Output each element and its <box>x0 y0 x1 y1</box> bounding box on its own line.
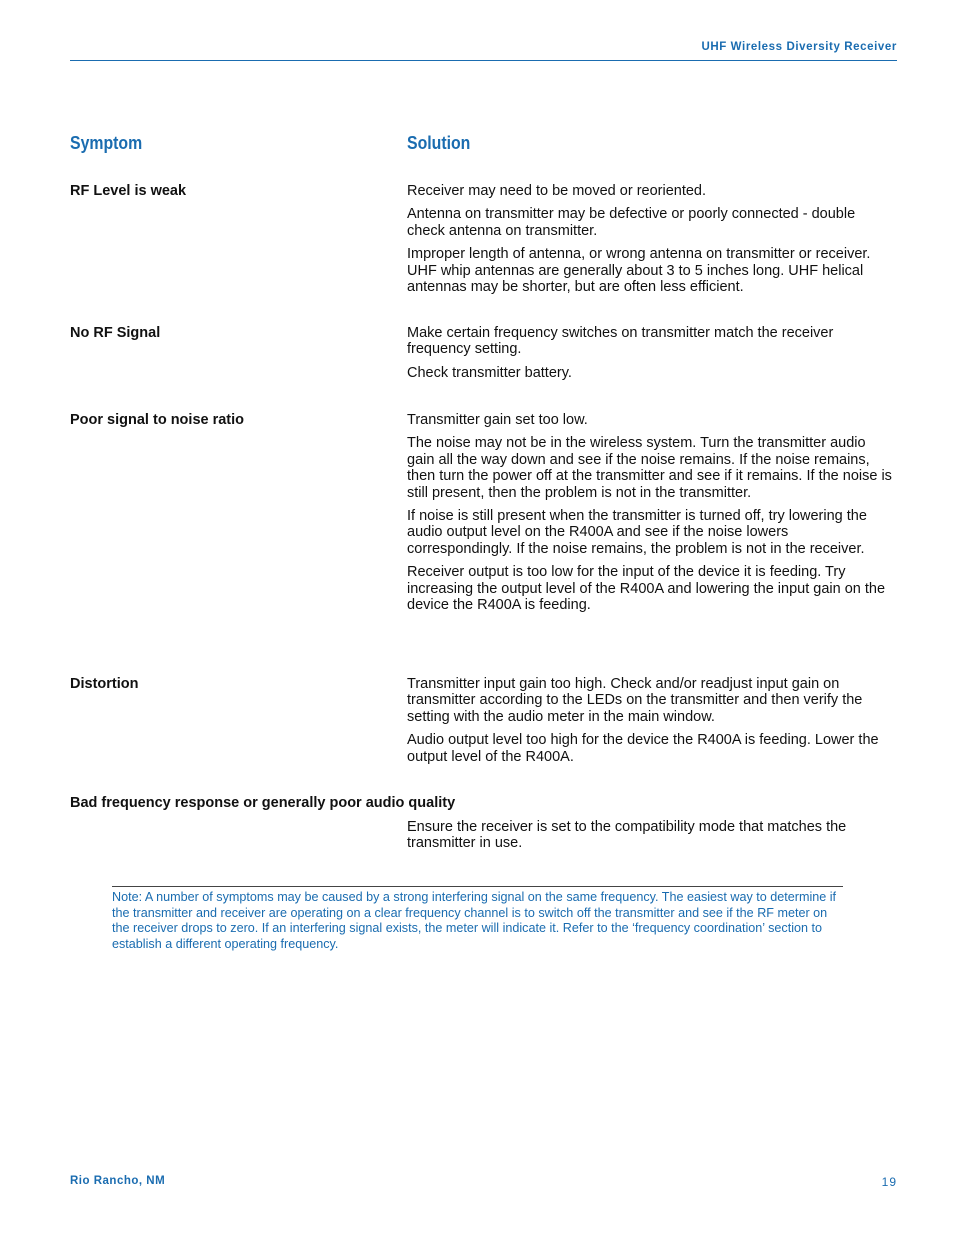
running-header-title: UHF Wireless Diversity Receiver <box>701 41 897 53</box>
solution-text: Ensure the receiver is set to the compatibility mode that matches the transmitter in use. <box>407 819 847 852</box>
solution-block-rf-level-weak <box>407 183 893 302</box>
solution-text: Transmitter input gain too high. Check and/or readjust input gain on transmitter according to the LEDs on the transmitter and then verify the setting with the audio meter in the main window. <box>407 676 863 725</box>
solution-text: Audio output level too high for the device the R400A is feeding. Lower the output level of the R400A. <box>407 732 879 765</box>
header-rule <box>70 60 897 61</box>
symptom-distortion: Distortion <box>70 676 139 692</box>
solution-block-bad-frequency-response <box>407 819 893 859</box>
symptom-no-rf-signal: No RF Signal <box>70 325 161 341</box>
solution-text: Improper length of antenna, or wrong antenna on transmitter or receiver. UHF whip antennas are generally about 3 to 5 inches long. UHF helical antennas may be shorter, but are often less efficient. <box>407 246 871 296</box>
note-rule <box>112 886 843 887</box>
solution-text: If noise is still present when the transmitter is turned off, try lowering the audio output level on the R400A and see if the noise lowers correspondingly. If the noise remains, the problem is not in the receiver. <box>407 508 867 557</box>
solution-text: The noise may not be in the wireless system. Turn the transmitter audio gain all the way down and see if the noise remains. If the noise remains, then turn the power off at the transmitter and see if it remains. If the noise is still present, then the problem is not in the transmitter. <box>407 435 892 501</box>
symptom-rf-level-weak: RF Level is weak <box>70 183 187 199</box>
solution-text: Transmitter gain set too low. <box>407 412 588 428</box>
solution-text: Check transmitter battery. <box>407 364 572 381</box>
solution-text: Receiver output is too low for the input of the device it is feeding. Try increasing the output level of the R400A and lowering the input gain on the device the R400A is feeding. <box>407 564 886 614</box>
solution-text: Make certain frequency switches on transmitter match the receiver frequency setting. <box>407 325 834 358</box>
solution-column-heading: Solution <box>407 133 471 153</box>
solution-text: Receiver may need to be moved or reoriented. <box>407 183 707 199</box>
solution-block-distortion <box>407 676 893 772</box>
solution-block-poor-signal-to-noise <box>407 412 893 620</box>
page-number: 19 <box>881 1175 897 1189</box>
symptom-poor-signal-to-noise: Poor signal to noise ratio <box>70 412 245 428</box>
symptom-bad-frequency-response: Bad frequency response or generally poor audio quality <box>70 795 456 811</box>
solution-text: Antenna on transmitter may be defective or poorly connected - double check antenna on transmitter. <box>407 206 856 239</box>
footer-location: Rio Rancho, NM <box>70 1175 166 1187</box>
note-text: Note: A number of symptoms may be caused by a strong interfering signal on the same frequency. The easiest way to determine if the transmitter and receiver are operating on a clear frequency channel is to switch off the transmitter and see if the RF meter on the receiver drops to zero. If an interfering signal exists, the meter will indicate it. Refer to the ‘frequency coordination’ section to establish a different operating frequency. <box>112 890 837 951</box>
solution-block-no-rf-signal <box>407 325 893 388</box>
symptom-column-heading: Symptom <box>70 133 143 153</box>
